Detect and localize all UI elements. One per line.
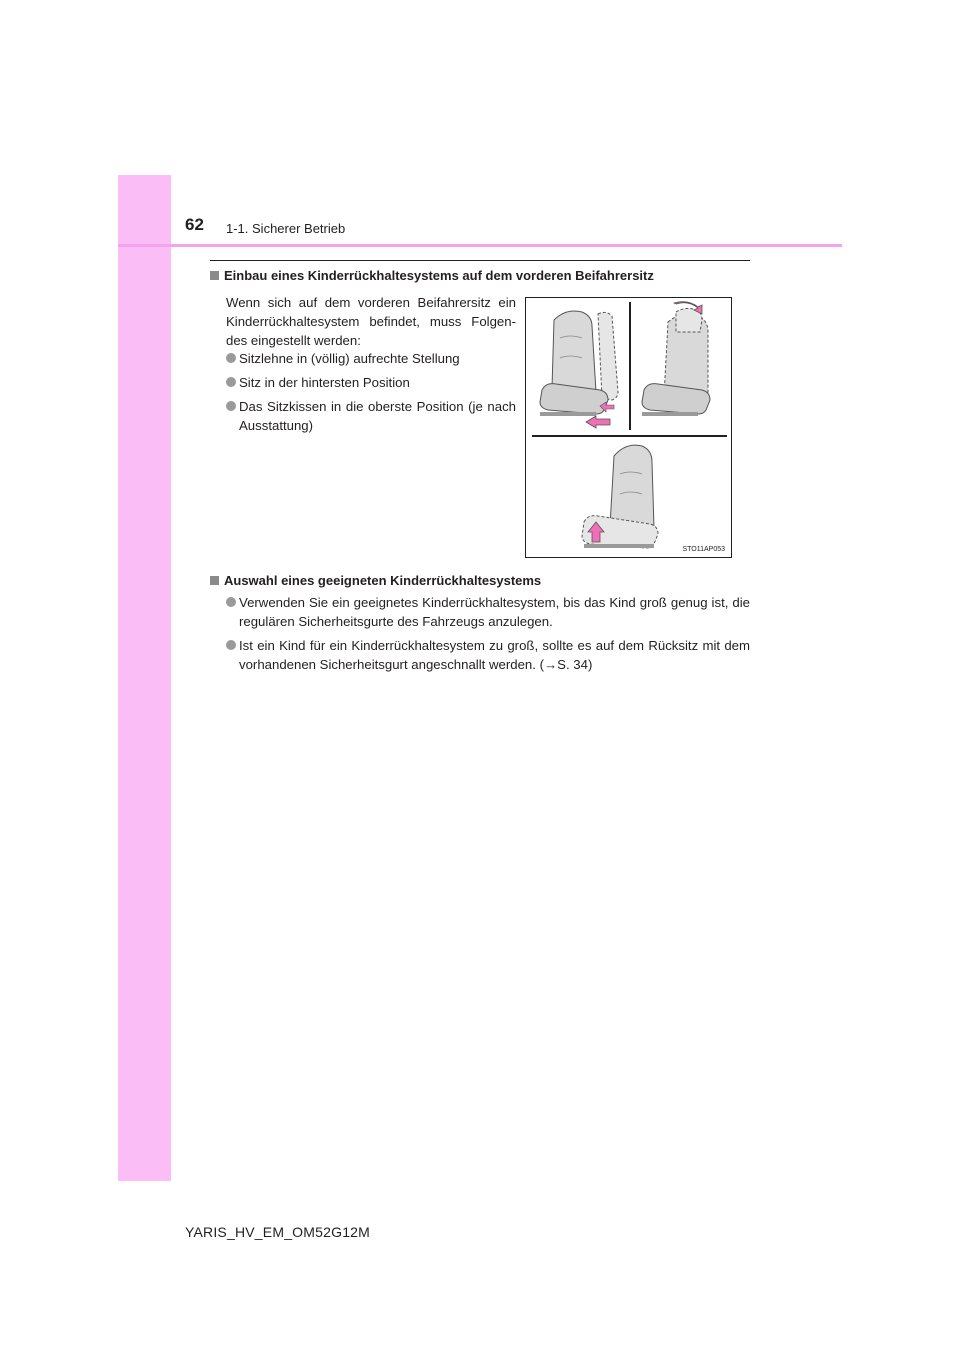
bullet-dot-icon — [226, 377, 236, 387]
bullet-dot-icon — [226, 597, 236, 607]
list-item: Sitz in der hintersten Position — [226, 373, 516, 392]
list-item: Ist ein Kind für ein Kinderrückhaltesystem zu groß, sollte es auf dem Rücksitz mit dem vorhandenen Sicherheitsgurt angeschnallt werden. (→S. 34) — [226, 636, 750, 674]
intro-paragraph: Wenn sich auf dem vorderen Beifahrersitz ein Kinderrückhaltesystem befindet, muss Folgen-des eingestellt werden: — [226, 295, 516, 348]
seatback-upright-icon — [642, 302, 710, 416]
bullet-dot-icon — [226, 401, 236, 411]
seat-illustration-svg — [526, 298, 733, 559]
square-bullet-icon — [210, 271, 219, 280]
seat-adjustment-illustration — [525, 297, 732, 558]
header-rule — [118, 244, 842, 247]
page-number: 62 — [185, 215, 204, 234]
square-bullet-icon — [210, 576, 219, 585]
side-tab-bar — [118, 175, 171, 1181]
content-rule — [210, 260, 750, 261]
list-item: Sitzlehne in (völlig) aufrechte Stellung — [226, 349, 516, 368]
section-heading-selection: Auswahl eines geeigneten Kinderrückhaltesystems — [210, 573, 541, 588]
list-item: Verwenden Sie ein geeignetes Kinderrückhaltesystem, bis das Kind groß genug ist, die regulären Sicherheitsgurte des Fahrzeugs anzulegen. — [226, 593, 750, 631]
section-heading-installation: Einbau eines Kinderrückhaltesystems auf dem vorderen Beifahrersitz — [210, 268, 654, 283]
figure-code: STO11AP053 — [682, 546, 725, 553]
bullet-dot-icon — [226, 640, 236, 650]
bullet-dot-icon — [226, 353, 236, 363]
list-item: Das Sitzkissen in die oberste Position (je nach Ausstattung) — [226, 397, 516, 435]
model-code-footer: YARIS_HV_EM_OM52G12M — [185, 1224, 371, 1240]
section-title: 1-1. Sicherer Betrieb — [226, 221, 346, 236]
seat-cushion-raise-icon — [582, 445, 658, 548]
seat-slide-back-icon — [540, 311, 618, 428]
